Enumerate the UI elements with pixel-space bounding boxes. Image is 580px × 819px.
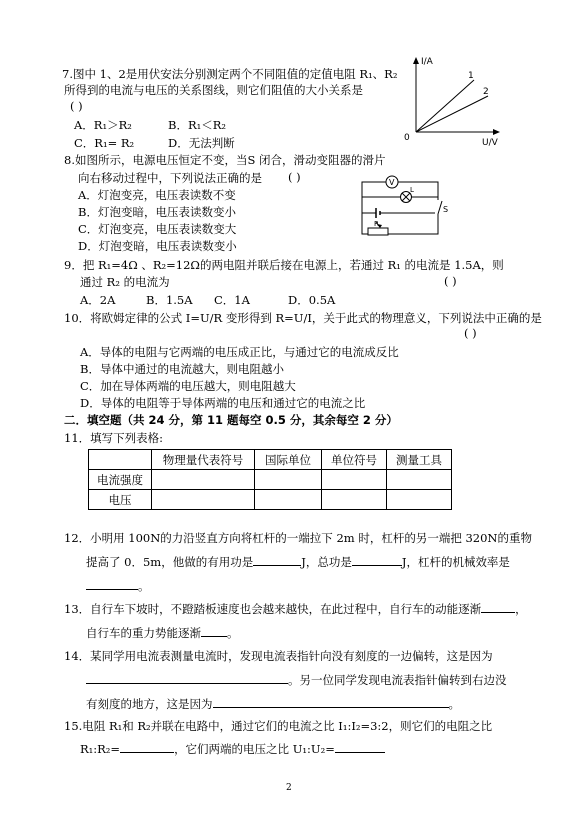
q7-option-d: D．无法判断 (168, 136, 235, 150)
q9-option-b: B．1.5A (146, 293, 193, 307)
table-row-label: 电压 (89, 490, 152, 510)
q13-text: 13．自行车下坡时，不蹬踏板速度也会越来越快，在此过程中，自行车的动能逐渐 (64, 602, 482, 616)
q8-option-a: A．灯泡变亮，电压表读数不变 (78, 188, 236, 202)
rheostat-label: R (374, 220, 379, 228)
q13-kinetic-energy-blank[interactable] (481, 601, 515, 613)
q14-line1: 14．某同学用电流表测量电流时，发现电流表指针向没有刻度的一边偏转，这是因为 (64, 649, 493, 663)
x-axis-label: U/V (482, 138, 498, 148)
section-title-fill-in: 二．填空题（共 24 分，第 11 题每空 0.5 分，其余每空 2 分） (64, 413, 398, 427)
q7-answer-blank[interactable]: ( ) (70, 99, 83, 113)
y-axis-label: I/A (421, 57, 433, 67)
q13-line2-end: 。 (227, 626, 239, 640)
q12-line3 (86, 578, 150, 594)
q14-line3 (86, 696, 460, 712)
q14-reason-2-blank[interactable] (213, 696, 449, 708)
table-input-cell[interactable] (152, 490, 255, 510)
q14-line2 (86, 672, 507, 688)
q10-option-b: B．导体中通过的电流越大，则电阻越小 (80, 362, 284, 376)
table-header-cell: 测量工具 (387, 450, 452, 470)
q12-text-c: J，杠杆的机械效率是 (401, 555, 510, 569)
q12-efficiency-blank[interactable] (86, 578, 138, 590)
line-2-label: 2 (483, 87, 489, 97)
table-header-cell: 单位符号 (322, 450, 387, 470)
q9-option-d: D．0.5A (288, 293, 336, 307)
q8-line1: 8.如图所示，电源电压恒定不变，当S 闭合，滑动变阻器的滑片 (64, 153, 386, 167)
line-2 (416, 96, 488, 132)
q8-line2: 向右移动过程中，下列说法正确的是 (78, 171, 262, 185)
q8-option-d: D．灯泡变暗，电压表读数变小 (78, 239, 237, 253)
q9-answer-blank[interactable]: ( ) (444, 274, 457, 288)
table-header-cell: 国际单位 (255, 450, 322, 470)
q7-option-a: A．R₁＞R₂ (74, 118, 132, 132)
q12-line3-end: 。 (138, 579, 150, 593)
q15-text-a: R₁:R₂= (80, 742, 121, 756)
q13-line1 (64, 601, 527, 617)
q11-prompt: 11．填写下列表格: (64, 431, 164, 445)
table-input-cell[interactable] (322, 490, 387, 510)
table-input-cell[interactable] (387, 490, 452, 510)
q10-answer-blank[interactable]: ( ) (464, 326, 477, 340)
table-input-cell[interactable] (255, 470, 322, 490)
q12-useful-work-blank[interactable] (253, 554, 301, 566)
q8-option-b: B．灯泡变暗，电压表读数变小 (78, 205, 236, 219)
q14-line3-text: 有刻度的地方，这是因为 (86, 697, 213, 711)
q8-answer-blank[interactable]: ( ) (288, 170, 301, 184)
q10-option-d: D．导体的电阻等于导体两端的电压和通过它的电流之比 (80, 396, 366, 410)
q9-line2: 通过 R₂ 的电流为 (80, 275, 170, 289)
table-row-label: 电流强度 (89, 470, 152, 490)
q8-option-c: C．灯泡变亮，电压表读数变大 (78, 222, 237, 236)
q12-text-a: 提高了 0．5m，他做的有用功是 (86, 555, 254, 569)
lamp-label: L (410, 186, 414, 194)
q9-line1: 9．把 R₁=4Ω 、R₂=12Ω的两电阻并联后接在电源上，若通过 R₁ 的电流是 1.5A，则 (64, 258, 504, 272)
table-input-cell[interactable] (387, 470, 452, 490)
q15-line1: 15.电阻 R₁和 R₂并联在电路中，通过它们的电流之比 I₁:I₂=3:2，则它们的电阻之比 (64, 719, 493, 733)
rheostat-symbol (368, 228, 388, 235)
table-input-cell[interactable] (255, 490, 322, 510)
q15-text-b: ，它们两端的电压之比 U₁:U₂= (174, 742, 335, 756)
q12-total-work-blank[interactable] (352, 554, 402, 566)
q7-option-c: C．R₁= R₂ (74, 136, 135, 150)
table-row (89, 470, 452, 490)
table-header-cell (89, 450, 152, 470)
q7-iu-graph (392, 52, 512, 152)
table-header-row (89, 450, 452, 470)
voltmeter-label: V (389, 178, 395, 187)
q14-reason-1-blank[interactable] (86, 672, 288, 684)
q10-option-a: A．导体的电阻与它两端的电压成正比，与通过它的电流成反比 (80, 345, 399, 359)
q10-option-c: C．加在导体两端的电压越大，则电阻越大 (80, 379, 296, 393)
table-header-cell: 物理量代表符号 (152, 450, 255, 470)
q15-voltage-ratio-blank[interactable] (335, 741, 385, 753)
q13-line1-end: ， (515, 602, 527, 616)
q15-line2 (80, 741, 385, 757)
origin-label: 0 (404, 133, 410, 143)
q14-line3-end: 。 (448, 697, 460, 711)
page-number: 2 (286, 783, 292, 793)
q11-table (88, 449, 452, 510)
q10-line1: 10．将欧姆定律的公式 I=U/R 变形得到 R=U/I，关于此式的物理意义，下列说法中正确的是 (64, 311, 542, 325)
q15-resistance-ratio-blank[interactable] (120, 741, 174, 753)
q9-option-a: A．2A (80, 293, 116, 307)
q7-line1: 7.图中 1、2是用伏安法分别测定两个不同阻值的定值电阻 R₁、R₂ (62, 67, 398, 81)
line-1-label: 1 (468, 71, 474, 81)
q13-potential-energy-blank[interactable] (201, 625, 227, 637)
q12-text-b: J，总功是 (301, 555, 352, 569)
q13-line2-text: 自行车的重力势能逐渐 (86, 626, 201, 640)
q14-line2-text: 。另一位同学发现电流表指针偏转到右边没 (288, 673, 507, 687)
q12-line1: 12．小明用 100N的力沿竖直方向将杠杆的一端拉下 2m 时，杠杆的另一端把 320N的重物 (64, 531, 532, 545)
table-input-cell[interactable] (152, 470, 255, 490)
q12-line2 (86, 554, 510, 570)
q8-circuit-diagram (354, 170, 454, 242)
switch-label: S (443, 205, 449, 214)
q7-line2: 所得到的电流与电压的关系图线，则它们阻值的大小关系是 (64, 83, 363, 97)
table-input-cell[interactable] (322, 470, 387, 490)
table-row (89, 490, 452, 510)
q13-line2 (86, 625, 239, 641)
q7-option-b: B．R₁＜R₂ (168, 118, 226, 132)
q9-option-c: C．1A (214, 293, 250, 307)
line-1 (416, 80, 474, 132)
